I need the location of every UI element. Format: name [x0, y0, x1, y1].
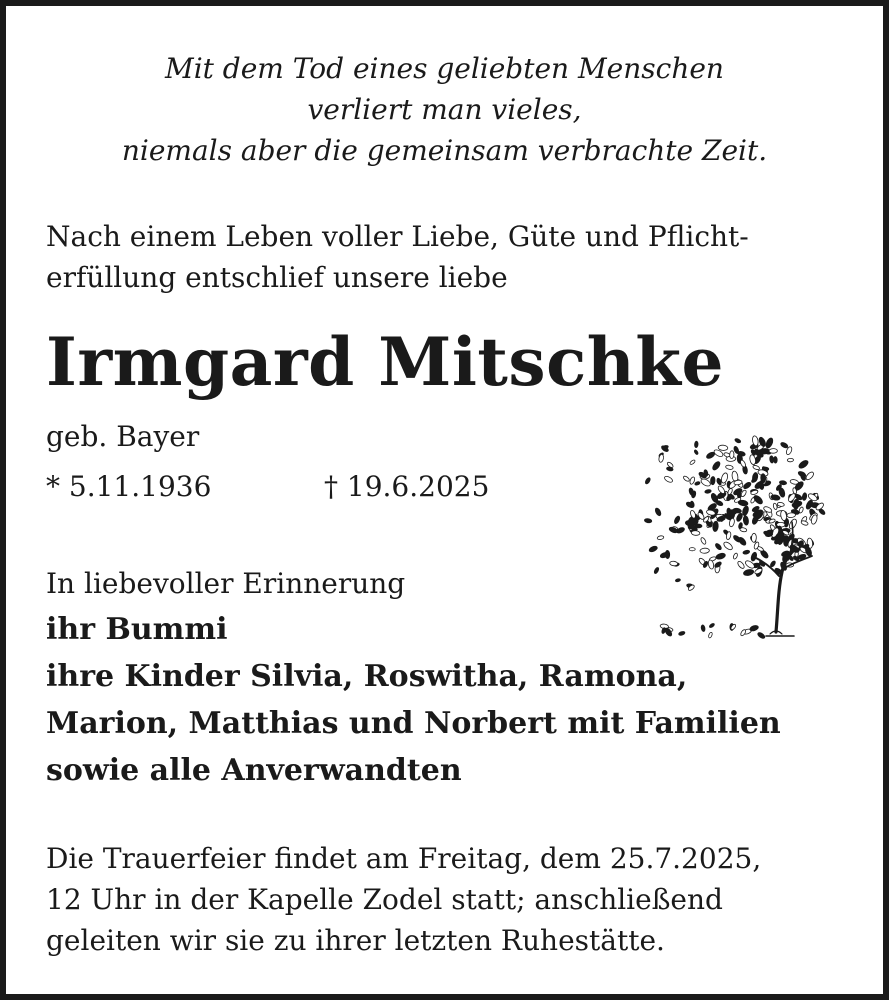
mourner-line-2: ihre Kinder Silvia, Roswitha, Ramona,: [46, 659, 688, 694]
funeral-line-1: Die Trauerfeier findet am Freitag, dem 25.7.2025,: [46, 842, 762, 875]
quote-line-1: Mit dem Tod eines geliebten Menschen: [165, 52, 724, 85]
quote-line-2: verliert man vieles,: [307, 93, 582, 126]
death-date: † 19.6.2025: [324, 470, 490, 503]
windblown-tree-icon: [642, 410, 832, 640]
maiden-name: geb. Bayer: [46, 420, 200, 453]
intro-line-1: Nach einem Leben voller Liebe, Güte und Pflicht-: [46, 220, 749, 253]
funeral-line-2: 12 Uhr in der Kapelle Zodel statt; anschließend: [46, 883, 723, 916]
mourner-line-4: sowie alle Anverwandten: [46, 753, 462, 788]
quote-line-3: niemals aber die gemeinsam verbrachte Zeit.: [121, 134, 768, 167]
mourner-line-1: ihr Bummi: [46, 612, 228, 647]
funeral-line-3: geleiten wir sie zu ihrer letzten Ruhestätte.: [46, 924, 665, 957]
remembrance-intro: In liebevoller Erinnerung: [46, 567, 406, 600]
intro-line-2: erfüllung entschlief unsere liebe: [46, 261, 508, 294]
mourner-line-3: Marion, Matthias und Norbert mit Familien: [46, 706, 781, 741]
deceased-name: Irmgard Mitschke: [46, 323, 724, 401]
birth-date: * 5.11.1936: [46, 470, 212, 503]
